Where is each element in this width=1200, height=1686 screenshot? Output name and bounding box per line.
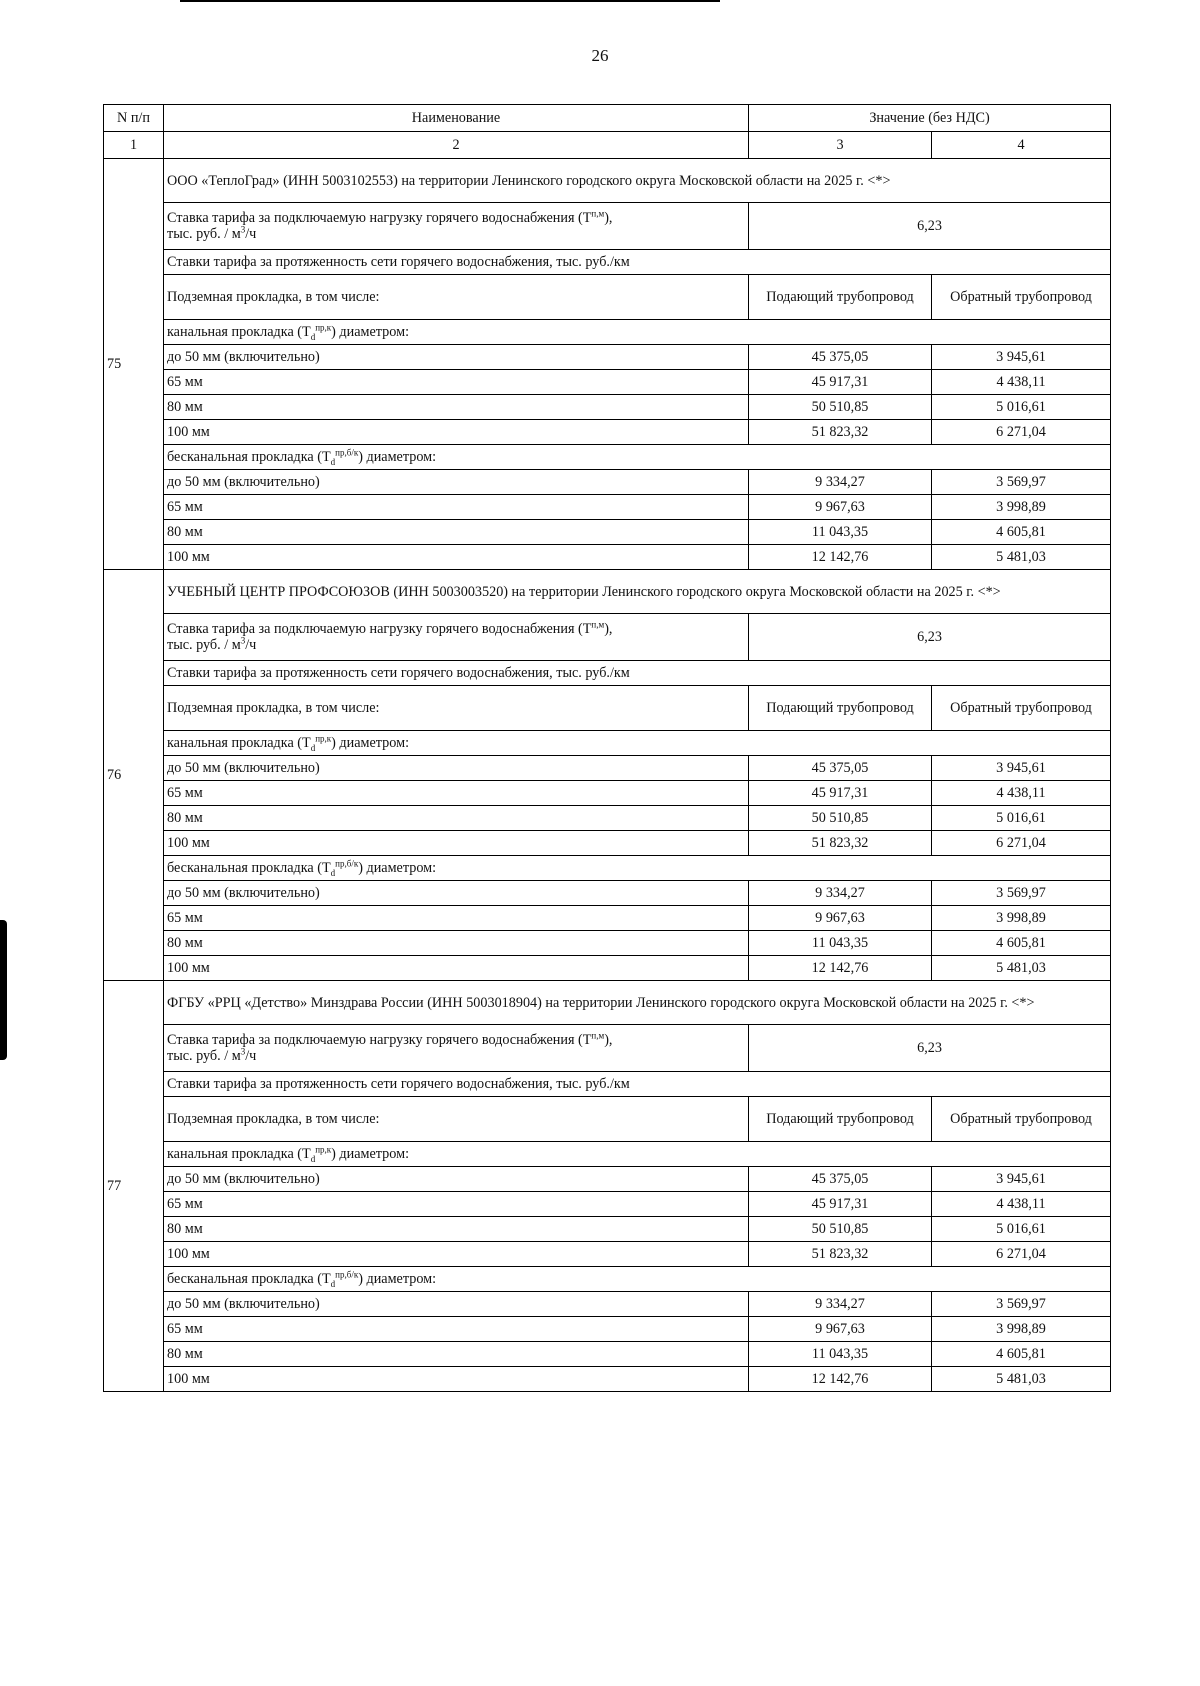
header-name: Наименование bbox=[164, 105, 749, 132]
supply-value: 9 334,27 bbox=[749, 1292, 932, 1317]
diameter-label: 100 мм bbox=[164, 956, 749, 981]
return-value: 3 945,61 bbox=[932, 756, 1111, 781]
return-value: 5 016,61 bbox=[932, 806, 1111, 831]
rate-unit-text: тыс. руб. / м bbox=[167, 1048, 241, 1064]
supply-value: 9 334,27 bbox=[749, 881, 932, 906]
channel-laying-text: канальная прокладка (T bbox=[167, 734, 311, 751]
diameter-label: до 50 мм (включительно) bbox=[164, 881, 749, 906]
page-number: 26 bbox=[591, 46, 609, 65]
supply-value: 50 510,85 bbox=[749, 395, 932, 420]
diameter-label: 65 мм bbox=[164, 495, 749, 520]
channelless-laying-text: бесканальная прокладка (T bbox=[167, 1270, 331, 1287]
return-value: 4 438,11 bbox=[932, 781, 1111, 806]
diameter-label: до 50 мм (включительно) bbox=[164, 470, 749, 495]
table-row bbox=[104, 1192, 1111, 1217]
org-row bbox=[104, 570, 1111, 614]
tariff-table-body bbox=[104, 105, 1111, 1392]
return-value: 5 481,03 bbox=[932, 545, 1111, 570]
rate-label bbox=[164, 1025, 749, 1072]
supply-value: 45 917,31 bbox=[749, 781, 932, 806]
rate-row bbox=[104, 1025, 1111, 1072]
channelless-laying-subscript: d bbox=[330, 867, 336, 878]
return-value: 6 271,04 bbox=[932, 831, 1111, 856]
network-rates-row bbox=[104, 1072, 1111, 1097]
rate-unit-text: тыс. руб. / м bbox=[167, 637, 241, 653]
diameter-label: 65 мм bbox=[164, 781, 749, 806]
supply-value: 45 917,31 bbox=[749, 370, 932, 395]
supply-value: 12 142,76 bbox=[749, 956, 932, 981]
supply-value: 9 967,63 bbox=[749, 495, 932, 520]
table-row bbox=[104, 906, 1111, 931]
table-row bbox=[104, 395, 1111, 420]
return-value: 4 605,81 bbox=[932, 1342, 1111, 1367]
scan-top-rule bbox=[180, 0, 720, 2]
supply-value: 11 043,35 bbox=[749, 520, 932, 545]
channel-laying-row bbox=[104, 731, 1111, 756]
channelless-laying-text-end: ) диаметром: bbox=[358, 859, 437, 876]
return-value: 3 569,97 bbox=[932, 1292, 1111, 1317]
channel-laying-text-end: ) диаметром: bbox=[331, 323, 410, 340]
return-value: 3 569,97 bbox=[932, 470, 1111, 495]
header-index-4: 4 bbox=[932, 132, 1111, 159]
rate-label-text-end: ), bbox=[604, 209, 613, 226]
org-number: 75 bbox=[104, 159, 164, 570]
rate-label-text-end: ), bbox=[604, 1031, 613, 1048]
rate-label bbox=[164, 614, 749, 661]
table-row bbox=[104, 370, 1111, 395]
rate-value: 6,23 bbox=[749, 1025, 1111, 1072]
channelless-laying-row bbox=[104, 445, 1111, 470]
scan-binding-mark bbox=[0, 920, 7, 1060]
diameter-label: 100 мм bbox=[164, 1242, 749, 1267]
underground-label: Подземная прокладка, в том числе: bbox=[164, 1097, 749, 1142]
header-value: Значение (без НДС) bbox=[749, 105, 1111, 132]
return-value: 6 271,04 bbox=[932, 1242, 1111, 1267]
rate-label-superscript: п,м bbox=[591, 207, 605, 218]
channel-laying-text-end: ) диаметром: bbox=[331, 734, 410, 751]
channelless-laying-superscript: пр,б/к bbox=[335, 1269, 359, 1280]
network-rates-label: Ставки тарифа за протяженность сети горячего водоснабжения, тыс. руб./км bbox=[164, 661, 1111, 686]
network-rates-row bbox=[104, 250, 1111, 275]
underground-label: Подземная прокладка, в том числе: bbox=[164, 275, 749, 320]
channel-laying-row bbox=[104, 320, 1111, 345]
return-value: 5 016,61 bbox=[932, 1217, 1111, 1242]
org-number: 76 bbox=[104, 570, 164, 981]
return-value: 3 945,61 bbox=[932, 345, 1111, 370]
table-row bbox=[104, 1317, 1111, 1342]
channel-laying-text: канальная прокладка (T bbox=[167, 1145, 311, 1162]
supply-value: 12 142,76 bbox=[749, 545, 932, 570]
diameter-label: 65 мм bbox=[164, 1317, 749, 1342]
table-row bbox=[104, 831, 1111, 856]
supply-value: 9 334,27 bbox=[749, 470, 932, 495]
channelless-laying-row bbox=[104, 1267, 1111, 1292]
return-value: 3 998,89 bbox=[932, 1317, 1111, 1342]
org-title: ФГБУ «РРЦ «Детство» Минздрава России (ИНН 5003018904) на территории Ленинского городского округа Московской области на 2025 г. <*> bbox=[164, 981, 1111, 1025]
underground-row bbox=[104, 1097, 1111, 1142]
channelless-laying-label bbox=[164, 445, 1111, 470]
channelless-laying-text-end: ) диаметром: bbox=[358, 1270, 437, 1287]
diameter-label: 80 мм bbox=[164, 1342, 749, 1367]
underground-row bbox=[104, 686, 1111, 731]
table-row bbox=[104, 420, 1111, 445]
channelless-laying-text: бесканальная прокладка (T bbox=[167, 448, 331, 465]
diameter-label: 80 мм bbox=[164, 806, 749, 831]
channel-laying-superscript: пр,к bbox=[315, 322, 332, 333]
rate-unit-text: тыс. руб. / м bbox=[167, 226, 241, 242]
header-index-2: 2 bbox=[164, 132, 749, 159]
return-value: 4 605,81 bbox=[932, 931, 1111, 956]
rate-label-superscript: п,м bbox=[591, 618, 605, 629]
channelless-laying-superscript: пр,б/к bbox=[335, 447, 359, 458]
return-value: 5 481,03 bbox=[932, 1367, 1111, 1392]
table-row bbox=[104, 470, 1111, 495]
table-row bbox=[104, 1242, 1111, 1267]
diameter-label: 100 мм bbox=[164, 1367, 749, 1392]
diameter-label: до 50 мм (включительно) bbox=[164, 1167, 749, 1192]
channelless-laying-label bbox=[164, 1267, 1111, 1292]
return-pipe-header: Обратный трубопровод bbox=[932, 686, 1111, 731]
supply-pipe-header: Подающий трубопровод bbox=[749, 275, 932, 320]
channel-laying-subscript: d bbox=[310, 1153, 316, 1164]
table-row bbox=[104, 1167, 1111, 1192]
channelless-laying-text: бесканальная прокладка (T bbox=[167, 859, 331, 876]
diameter-label: 100 мм bbox=[164, 545, 749, 570]
org-title: УЧЕБНЫЙ ЦЕНТР ПРОФСОЮЗОВ (ИНН 5003003520) на территории Ленинского городского округа Московской области на 2025 г. <*> bbox=[164, 570, 1111, 614]
supply-value: 45 917,31 bbox=[749, 1192, 932, 1217]
underground-label: Подземная прокладка, в том числе: bbox=[164, 686, 749, 731]
diameter-label: 100 мм bbox=[164, 831, 749, 856]
channel-laying-label bbox=[164, 320, 1111, 345]
header-row bbox=[104, 105, 1111, 132]
rate-value: 6,23 bbox=[749, 614, 1111, 661]
channel-laying-subscript: d bbox=[310, 742, 316, 753]
channel-laying-superscript: пр,к bbox=[315, 1144, 332, 1155]
channel-laying-label bbox=[164, 1142, 1111, 1167]
channelless-laying-text-end: ) диаметром: bbox=[358, 448, 437, 465]
supply-value: 51 823,32 bbox=[749, 831, 932, 856]
rate-label-text: Ставка тарифа за подключаемую нагрузку горячего водоснабжения (T bbox=[167, 620, 592, 637]
header-index-3: 3 bbox=[749, 132, 932, 159]
channelless-laying-superscript: пр,б/к bbox=[335, 858, 359, 869]
rate-value: 6,23 bbox=[749, 203, 1111, 250]
org-title: ООО «ТеплоГрад» (ИНН 5003102553) на территории Ленинского городского округа Московской области на 2025 г. <*> bbox=[164, 159, 1111, 203]
supply-value: 51 823,32 bbox=[749, 1242, 932, 1267]
table-row bbox=[104, 781, 1111, 806]
diameter-label: до 50 мм (включительно) bbox=[164, 1292, 749, 1317]
diameter-label: 65 мм bbox=[164, 1192, 749, 1217]
supply-value: 45 375,05 bbox=[749, 756, 932, 781]
supply-value: 12 142,76 bbox=[749, 1367, 932, 1392]
rate-unit-text-end: /ч bbox=[245, 637, 257, 653]
diameter-label: 80 мм bbox=[164, 520, 749, 545]
underground-row bbox=[104, 275, 1111, 320]
table-row bbox=[104, 806, 1111, 831]
supply-pipe-header: Подающий трубопровод bbox=[749, 686, 932, 731]
tariff-table bbox=[103, 104, 1111, 1392]
table-row bbox=[104, 956, 1111, 981]
channelless-laying-subscript: d bbox=[330, 1278, 336, 1289]
table-row bbox=[104, 1217, 1111, 1242]
return-pipe-header: Обратный трубопровод bbox=[932, 1097, 1111, 1142]
table-row bbox=[104, 931, 1111, 956]
return-pipe-header: Обратный трубопровод bbox=[932, 275, 1111, 320]
supply-value: 50 510,85 bbox=[749, 806, 932, 831]
rate-unit-superscript: 3 bbox=[240, 1046, 246, 1057]
table-row bbox=[104, 520, 1111, 545]
table-row bbox=[104, 1342, 1111, 1367]
diameter-label: 65 мм bbox=[164, 906, 749, 931]
table-row bbox=[104, 1292, 1111, 1317]
diameter-label: до 50 мм (включительно) bbox=[164, 345, 749, 370]
diameter-label: 100 мм bbox=[164, 420, 749, 445]
rate-unit-superscript: 3 bbox=[240, 635, 246, 646]
channel-laying-row bbox=[104, 1142, 1111, 1167]
channel-laying-text-end: ) диаметром: bbox=[331, 1145, 410, 1162]
channelless-laying-subscript: d bbox=[330, 456, 336, 467]
diameter-label: до 50 мм (включительно) bbox=[164, 756, 749, 781]
return-value: 3 998,89 bbox=[932, 906, 1111, 931]
supply-value: 45 375,05 bbox=[749, 1167, 932, 1192]
rate-unit-superscript: 3 bbox=[240, 224, 246, 235]
table-row bbox=[104, 881, 1111, 906]
diameter-label: 65 мм bbox=[164, 370, 749, 395]
network-rates-row bbox=[104, 661, 1111, 686]
rate-label-text: Ставка тарифа за подключаемую нагрузку горячего водоснабжения (T bbox=[167, 209, 592, 226]
channel-laying-superscript: пр,к bbox=[315, 733, 332, 744]
supply-pipe-header: Подающий трубопровод bbox=[749, 1097, 932, 1142]
rate-label-superscript: п,м bbox=[591, 1029, 605, 1040]
org-row bbox=[104, 981, 1111, 1025]
return-value: 4 438,11 bbox=[932, 370, 1111, 395]
rate-unit-text-end: /ч bbox=[245, 1048, 257, 1064]
return-value: 6 271,04 bbox=[932, 420, 1111, 445]
supply-value: 51 823,32 bbox=[749, 420, 932, 445]
supply-value: 11 043,35 bbox=[749, 1342, 932, 1367]
return-value: 4 605,81 bbox=[932, 520, 1111, 545]
rate-unit-text-end: /ч bbox=[245, 226, 257, 242]
diameter-label: 80 мм bbox=[164, 395, 749, 420]
org-row bbox=[104, 159, 1111, 203]
table-row bbox=[104, 345, 1111, 370]
network-rates-label: Ставки тарифа за протяженность сети горячего водоснабжения, тыс. руб./км bbox=[164, 250, 1111, 275]
rate-row bbox=[104, 614, 1111, 661]
header-index-row bbox=[104, 132, 1111, 159]
channel-laying-text: канальная прокладка (T bbox=[167, 323, 311, 340]
supply-value: 9 967,63 bbox=[749, 906, 932, 931]
channelless-laying-row bbox=[104, 856, 1111, 881]
diameter-label: 80 мм bbox=[164, 1217, 749, 1242]
rate-label-text: Ставка тарифа за подключаемую нагрузку горячего водоснабжения (T bbox=[167, 1031, 592, 1048]
return-value: 5 016,61 bbox=[932, 395, 1111, 420]
table-row bbox=[104, 495, 1111, 520]
return-value: 3 998,89 bbox=[932, 495, 1111, 520]
supply-value: 45 375,05 bbox=[749, 345, 932, 370]
channelless-laying-label bbox=[164, 856, 1111, 881]
header-index-1: 1 bbox=[104, 132, 164, 159]
network-rates-label: Ставки тарифа за протяженность сети горячего водоснабжения, тыс. руб./км bbox=[164, 1072, 1111, 1097]
return-value: 3 945,61 bbox=[932, 1167, 1111, 1192]
org-number: 77 bbox=[104, 981, 164, 1392]
rate-row bbox=[104, 203, 1111, 250]
supply-value: 50 510,85 bbox=[749, 1217, 932, 1242]
table-row bbox=[104, 756, 1111, 781]
rate-label bbox=[164, 203, 749, 250]
channel-laying-label bbox=[164, 731, 1111, 756]
rate-label-text-end: ), bbox=[604, 620, 613, 637]
supply-value: 11 043,35 bbox=[749, 931, 932, 956]
supply-value: 9 967,63 bbox=[749, 1317, 932, 1342]
diameter-label: 80 мм bbox=[164, 931, 749, 956]
table-row bbox=[104, 545, 1111, 570]
return-value: 5 481,03 bbox=[932, 956, 1111, 981]
return-value: 3 569,97 bbox=[932, 881, 1111, 906]
table-row bbox=[104, 1367, 1111, 1392]
header-num: N п/п bbox=[104, 105, 164, 132]
channel-laying-subscript: d bbox=[310, 331, 316, 342]
return-value: 4 438,11 bbox=[932, 1192, 1111, 1217]
